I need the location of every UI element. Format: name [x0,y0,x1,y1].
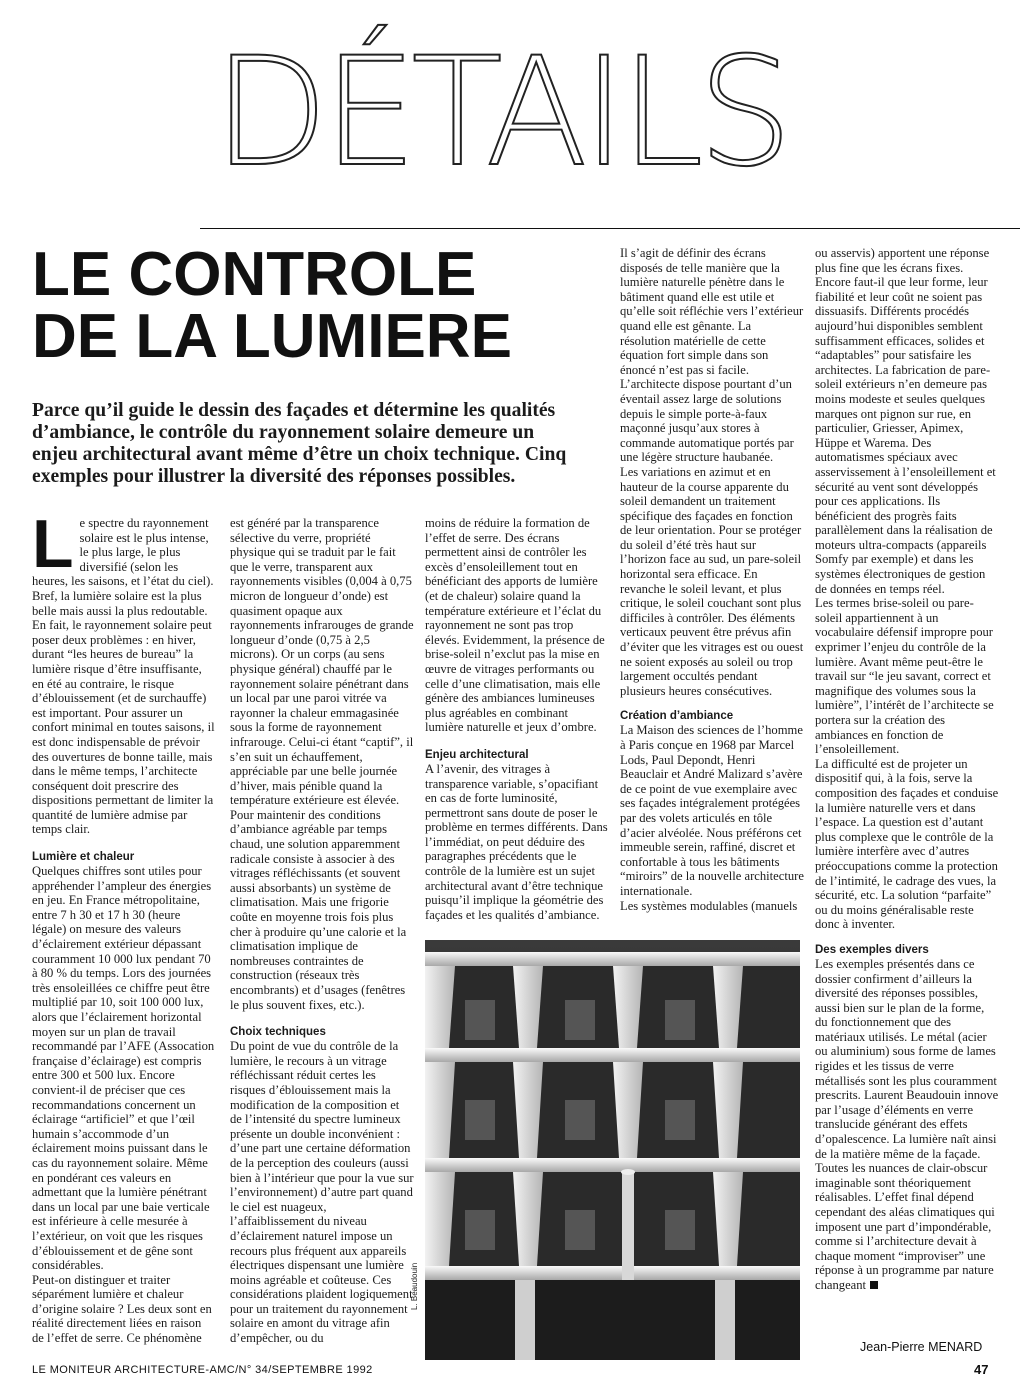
subheading: Lumière et chaleur [32,851,135,864]
author-name: Jean-Pierre MENARD [860,1340,983,1354]
headline-line-1: LE CONTROLE [32,240,477,309]
paragraph: Quelques chiffres sont utiles pour appréhender l’ampleur des énergies en jeu. En France métropolitaine, entre 7 h 30 et 17 h 30 (heure légale) on mesure des valeurs d’éclairement extérieur dépassant couramment 10 000 lux pendant 70 à 80 % du temps. Lors des journées très ensoleillées ce chiffre peut être multiplié par 10, soit 100 000 lux, alors que l’éclairement horizontal moyen sur un plan de travail recommandé par l’AFE (Assocation française d’éclairage) est compris entre 300 et 500 lux. Encore convient-il de préciser que ces recommandations concernent un éclairage “artificiel” et que l’œil humain s’accommode d’un éclairement moins puissant dans le cas du rayonnement solaire. Même en pondérant ces valeurs en admettant que la lumière pénétrant dans un local par une baie verticale est inférieure à celle mesurée à l’extérieur, on voit que les risques d’éblouissement et de gêne sont considérables. [32,864,215,1273]
headline-line-2: DE LA LUMIERE [32,302,512,371]
article-column-5 [815,246,999,1293]
paragraph: Du point de vue du contrôle de la lumière, le recours à un vitrage réfléchissant réduit certes les risques d’éblouissement mais la modification de la composition et de l’intensité du spectre lumineux présente un double inconvénient : d’une part une certaine déformation de la perception des couleurs (aussi bien à l’intérieur que pour la vue sur l’environnement) d’autre part quand le ciel est nuageux, l’affaiblissement du niveau d’éclairement naturel impose un recours plus fréquent aux appareils électriques dispensant une lumière moins agréable et coûteuse. Ces considérations plaident logiquement pour un traitement du rayonnement solaire en amont du vitrage afin d’empêcher, ou du [230,1039,414,1346]
paragraph: A l’avenir, des vitrages à transparence variable, s’opacifiant en cas de forte luminosité, permettront sans doute de poser le problème en termes différents. Dans l’immédiat, on peut déduire des paragraphes précédents que le contrôle de la lumière est un sujet architectural avant d’être technique puisqu’il implique la géométrie des façades et les qualités d’ambiance. [425,761,608,922]
article-column-2 [230,516,414,1346]
paragraph: Les variations en azimut et en hauteur de la course apparente du soleil demandent un traitement spécifique des façades en fonction de leur orientation. Pour se protéger du soleil d’été très haut sur l’horizon face au sud, un pare-soleil horizontal sera efficace. En revanche le soleil levant, et plus critique, le soleil couchant sont plus difficiles à contrôler. Des éléments verticaux peuvent être prévus afin d’éviter que les vitrages est ou ouest ne soient exposés au soleil ou trop largement occultés pendant plusieurs heures consécutives. [620,464,804,698]
article-column-4 [620,246,804,913]
article-headline [32,240,592,371]
paragraph [815,957,999,1293]
title-rule [200,228,1020,229]
photo-credit: L. Beaudouin [410,1262,419,1310]
paragraph: La Maison des sciences de l’homme à Paris conçue en 1968 par Marcel Lods, Paul Depondt, Henri Beauclair et André Malizard s’avère de ce point de vue exemplaire avec ses façades intégralement protégées par des volets articulés en tôle d’acier alvéolée. Nous préférons cet immeuble serein, raffiné, discret et confortable à tous les bâtiments “miroirs” de la nouvelle architecture internationale. [620,723,804,898]
paragraph: moins de réduire la formation de l’effet de serre. Des écrans permettent ainsi de contrôler les excès d’ensoleillement tout en bénéficiant des apports de lumière (et de chaleur) solaire quand la température extérieure et l’éclat du rayonnement ne sont pas trop élevés. Evidemment, la présence de brise-soleil n’exclut pas la mise en œuvre de vitrages performants ou celle d’une climatisation, mais elle génère des ambiances lumineuses plus agréables en combinant lumière naturelle et jeux d’ombre. [425,516,605,735]
paragraph: Les termes brise-soleil ou pare-soleil appartiennent à un vocabulaire défensif impropre pour exprimer l’enjeu du contrôle de la lumière. Avant même peut-être le travail sur “le jeu savant, correct et magnifique des volumes sous la lumière”, l’intérêt de l’architecte se portera sur la création des ambiances en fonction de l’ensoleillement. [815,596,994,757]
paragraph: ou asservis) apportent une réponse plus fine que les écrans fixes. Encore faut-il que leur forme, leur fiabilité et leur coût ne soient pas dissuasifs. Différents procédés aujourd’hui disponibles semblent suffisamment efficaces, solides et “adaptables” pour satisfaire les architectes. La fabrication de pare-soleil extérieurs n’en demeure pas moins modeste et seules quelques marques ont pignon sur rue, en particulier, Griesser, Apimex, Hüppe et Warema. Des automatismes spéciaux avec asservissement à l’ensoleillement et sécurité au vent sont développés pour ces applications. Ils bénéficient des progrès faits parallèlement dans la réalisation de moteurs ultra-compacts (appareils Somfy par exemple) et dans les systèmes électroniques de gestion de données en temps réel. [815,246,996,596]
paragraph-text: Les exemples présentés dans ce dossier confirment d’ailleurs la diversité des réponses possibles, aussi bien sur le plan de la forme, du fonctionnement que des matériaux utilisés. Le métal (acier ou aluminium) sous forme de lames rigides et les tissus de verre métallisés sont les plus couramment prescrits. Laurent Beaudouin innove par l’usage d’éléments en verre translucide générant des effets d’opalescence. La lumière naît ainsi de la matière même de la façade. Toutes les nuances de clair-obscur imaginable sont théoriquement réalisables. L’effet final dépend cependant des aléas climatiques qui imposent une part d’impondérable, comme si l’architecture devait à chaque moment “improviser” une réponse à un programme par nature changeant [815,956,999,1292]
paragraph: L’architecte dispose pourtant d’un éventail assez large de solutions depuis le simple porte-à-faux maçonné jusqu’aux stores à commande automatique portés par une légère structure haubanée. [620,377,794,465]
lead-paragraph: Parce qu’il guide le dessin des façades et détermine les qualités d’ambiance, le contrôle du rayonnement solaire demeure un enjeu architectural avant même d’être un choix technique. Cinq exemples pour illustrer la diversité des réponses possibles. [32,400,567,487]
paragraph: e spectre du rayonnement solaire est le plus intense, le plus large, le plus diversifié (selon les heures, les saisons, et l’état du ciel). Bref, la lumière solaire est la plus belle mais aussi la plus redoutable. En fait, le rayonnement solaire peut poser deux problèmes : en hiver, durant “les heures de bureau” la lumière risque d’être insuffisante, en été au contraire, le risque d’éblouissement (et de surchauffe) est important. Pour assurer un confort minimal en toutes saisons, il est donc indispensable de prévoir des ouvertures de bonne taille, mais dans le même temps, l’architecte conséquent doit prescrire des dispositions permettant de limiter la quantité de lumière admise par temps clair. [32,516,215,837]
end-mark-icon [870,1281,878,1289]
article-column-3 [425,516,609,922]
paragraph: Peut-on distinguer et traiter séparément lumière et chaleur d’origine solaire ? Les deux sont en réalité directement liées en raison de l’effet de serre. Ce phénomène [32,1272,212,1346]
facade-photo [425,940,800,1360]
drop-cap: L [32,506,74,582]
publication-footer: LE MONITEUR ARCHITECTURE-AMC/N° 34/SEPTEMBRE 1992 [32,1364,373,1376]
subheading: Choix techniques [230,1026,326,1039]
subheading: Création d’ambiance [620,710,734,723]
paragraph: Il s’agit de définir des écrans disposés de telle manière que la lumière naturelle pénètre dans le bâtiment quand elle est utile et qu’elle soit réfléchie vers l’extérieur quand elle est gênante. La résolution matérielle de cette équation fort simple dans son énoncé n’est pas si facile. [620,246,804,377]
paragraph: La difficulté est de projeter un dispositif qui, à la fois, serve la composition des façades et conduise la lumière naturelle vers et dans l’espace. La question est d’autant plus complexe que le contrôle de la lumière interfère avec d’autres préoccupations comme la protection de l’intimité, le cadrage des vues, la sécurité, etc. La solution “parfaite” ou du moins généralisable reste donc à inventer. [815,756,999,932]
subheading: Enjeu architectural [425,748,529,761]
paragraph: Les systèmes modulables (manuels [620,898,798,913]
page-number: 47 [974,1362,989,1377]
article-column-1 [32,506,216,1346]
paragraph: est généré par la transparence sélective du verre, propriété physique qui se traduit par le fait que le verre, transparent aux rayonnements visibles (0,004 à 0,75 micron de longueur d’onde) est quasiment opaque aux rayonnements infrarouges de grande longueur d’onde (0,75 à 2,5 microns). Or un corps (au sens physique général) chauffé par le rayonnement solaire pénétrant dans un local par une paroi vitrée va rayonner la chaleur emmagasinée sous la forme de rayonnement infrarouge. Celui-ci étant “captif”, il s’en suit un échauffement, appréciable par une belle journée d’hiver, mais pénible quand la température extérieure est élevée. Pour maintenir des conditions d’ambiance agréable par temps chaud, une solution apparemment radicale consiste à associer à des vitrages réfléchissants (et souvent aussi absorbants) un système de climatisation. Mais une frigorie coûte en moyenne trois fois plus cher à produire qu’une calorie et la climatisation implique de nombreuses contraintes de construction (réseaux très encombrants) et d’usages (fenêtres le plus souvent fixes, etc.). [230,516,414,1012]
subheading: Des exemples divers [815,943,929,956]
section-title: DÉTAILS [213,26,787,200]
